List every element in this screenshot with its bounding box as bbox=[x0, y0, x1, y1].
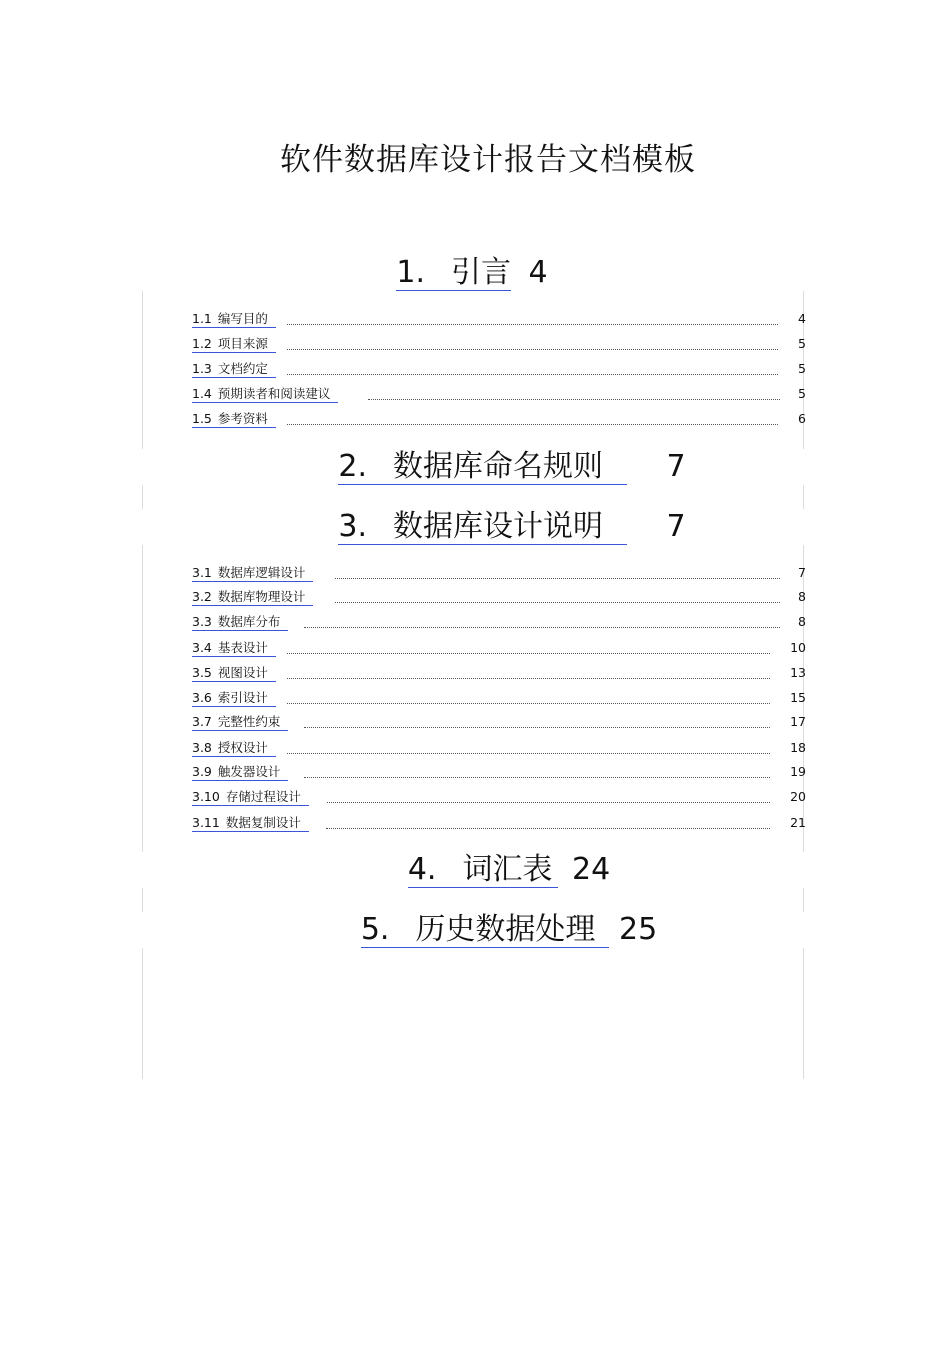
document-title: 软件数据库设计报告文档模板 bbox=[280, 142, 696, 178]
section-page: 7 bbox=[666, 509, 686, 544]
toc-section-5[interactable] bbox=[34, 912, 950, 948]
toc-section-2[interactable] bbox=[37, 449, 950, 485]
section-number: 5. bbox=[360, 912, 390, 947]
toc-leader bbox=[326, 816, 770, 829]
toc-entry-link[interactable]: 1.3 文档约定 bbox=[192, 361, 276, 378]
toc-entry-link[interactable]: 3.9 触发器设计 bbox=[192, 764, 288, 781]
toc-section-5-link[interactable] bbox=[361, 913, 610, 948]
toc-section-3[interactable] bbox=[37, 509, 950, 545]
toc-entry-link[interactable]: 3.7 完整性约束 bbox=[192, 714, 288, 731]
toc-leader bbox=[304, 765, 770, 778]
section-title: 历史数据处理 bbox=[415, 912, 596, 947]
toc-leader bbox=[287, 312, 778, 325]
toc-page-number: 8 bbox=[798, 589, 806, 604]
toc-leader bbox=[287, 666, 770, 679]
toc-entry-link[interactable]: 3.1 数据库逻辑设计 bbox=[192, 565, 313, 582]
toc-section-3-link[interactable] bbox=[338, 510, 627, 545]
toc-entry-link[interactable]: 1.2 项目来源 bbox=[192, 336, 276, 353]
toc-page-number: 13 bbox=[790, 665, 806, 680]
toc-page-number: 5 bbox=[798, 386, 806, 401]
toc-section-1[interactable] bbox=[0, 255, 947, 291]
toc-section-2-link[interactable] bbox=[338, 450, 627, 485]
toc-leader bbox=[287, 412, 778, 425]
toc-section-4-link[interactable] bbox=[408, 853, 559, 888]
toc-leader bbox=[304, 615, 780, 628]
toc-section-1-link[interactable] bbox=[396, 256, 511, 291]
toc-entry-3-7[interactable] bbox=[192, 714, 806, 730]
toc-entry-1-3[interactable] bbox=[192, 361, 806, 377]
toc-page-number: 18 bbox=[790, 740, 806, 755]
section-page: 24 bbox=[571, 852, 611, 887]
toc-page-number: 15 bbox=[790, 690, 806, 705]
toc-page-number: 4 bbox=[798, 311, 806, 326]
toc-leader bbox=[287, 362, 778, 375]
section-title: 引言 bbox=[450, 255, 511, 290]
toc-entry-link[interactable]: 3.5 视图设计 bbox=[192, 665, 276, 682]
toc-entry-3-9[interactable] bbox=[192, 764, 806, 780]
toc-leader bbox=[304, 715, 770, 728]
toc-entry-link[interactable]: 1.4 预期读者和阅读建议 bbox=[192, 386, 338, 403]
toc-entry-1-5[interactable] bbox=[192, 411, 806, 427]
toc-page-number: 5 bbox=[798, 361, 806, 376]
toc-entry-link[interactable]: 3.6 索引设计 bbox=[192, 690, 276, 707]
toc-page-number: 6 bbox=[798, 411, 806, 426]
toc-entry-link[interactable]: 3.8 授权设计 bbox=[192, 740, 276, 757]
toc-entry-link[interactable]: 1.5 参考资料 bbox=[192, 411, 276, 428]
toc-page-number: 21 bbox=[790, 815, 806, 830]
toc-page-number: 17 bbox=[790, 714, 806, 729]
toc-page-number: 8 bbox=[798, 614, 806, 629]
toc-entry-1-4[interactable] bbox=[192, 386, 806, 402]
section-page: 7 bbox=[666, 449, 686, 484]
toc-entry-link[interactable]: 3.10 存储过程设计 bbox=[192, 789, 309, 806]
toc-page-number: 5 bbox=[798, 336, 806, 351]
toc-entry-3-11[interactable] bbox=[192, 815, 806, 831]
toc-entry-link[interactable]: 1.1 编写目的 bbox=[192, 311, 276, 328]
toc-entry-3-2[interactable] bbox=[192, 589, 806, 605]
toc-entry-3-3[interactable] bbox=[192, 614, 806, 630]
toc-entry-3-8[interactable] bbox=[192, 740, 806, 756]
toc-leader bbox=[327, 790, 770, 803]
toc-leader bbox=[335, 590, 780, 603]
toc-entry-3-4[interactable] bbox=[192, 640, 806, 656]
toc-entry-3-5[interactable] bbox=[192, 665, 806, 681]
toc-leader bbox=[287, 691, 770, 704]
toc-entry-link[interactable]: 3.11 数据复制设计 bbox=[192, 815, 309, 832]
section-title: 数据库设计说明 bbox=[392, 509, 603, 544]
section-page: 4 bbox=[528, 255, 548, 290]
toc-section-4[interactable] bbox=[34, 852, 950, 888]
section-title: 词汇表 bbox=[462, 852, 553, 887]
section-number: 1. bbox=[396, 255, 425, 290]
toc-entry-link[interactable]: 3.4 基表设计 bbox=[192, 640, 276, 657]
toc-leader bbox=[287, 641, 770, 654]
toc-entry-3-1[interactable] bbox=[192, 565, 806, 581]
toc-page-number: 19 bbox=[790, 764, 806, 779]
toc-page-number: 7 bbox=[798, 565, 806, 580]
toc-page-number: 20 bbox=[790, 789, 806, 804]
toc-leader bbox=[287, 337, 778, 350]
toc-entry-3-6[interactable] bbox=[192, 690, 806, 706]
toc-page-number: 10 bbox=[790, 640, 806, 655]
section-number: 3. bbox=[338, 509, 367, 544]
toc-entry-link[interactable]: 3.2 数据库物理设计 bbox=[192, 589, 313, 606]
toc-leader bbox=[368, 387, 780, 400]
toc-entry-link[interactable]: 3.3 数据库分布 bbox=[192, 614, 288, 631]
toc-leader bbox=[335, 566, 780, 579]
section-page: 25 bbox=[618, 912, 658, 947]
section-title: 数据库命名规则 bbox=[392, 449, 603, 484]
toc-entry-3-10[interactable] bbox=[192, 789, 806, 805]
toc-entry-1-1[interactable] bbox=[192, 311, 806, 327]
section-number: 4. bbox=[407, 852, 437, 887]
section-number: 2. bbox=[338, 449, 367, 484]
toc-leader bbox=[287, 741, 770, 754]
frame-border-left bbox=[142, 269, 143, 1079]
toc-entry-1-2[interactable] bbox=[192, 336, 806, 352]
